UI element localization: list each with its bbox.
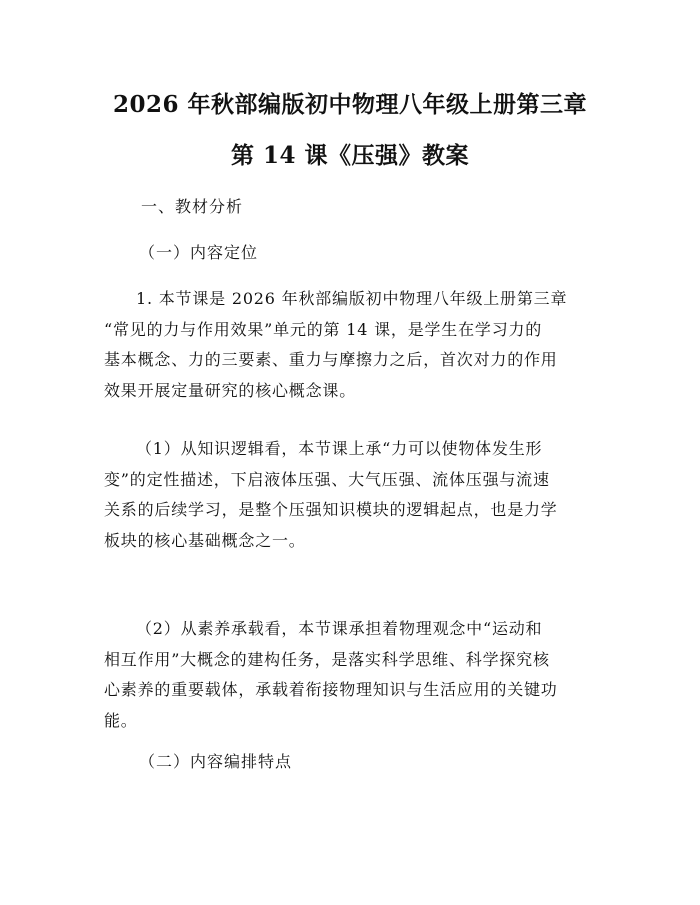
paragraph-1 xyxy=(104,284,600,406)
paragraph-1-line-3: 基本概念、力的三要素、重力与摩擦力之后，首次对力的作用 xyxy=(104,350,558,369)
section-heading: 一、教材分析 xyxy=(141,197,244,216)
paragraph-3-line-1: （2）从素养承载看，本节课承担着物理观念中“运动和 xyxy=(136,619,543,638)
paragraph-1-line-4: 效果开展定量研究的核心概念课。 xyxy=(104,380,357,400)
paragraph-2-line-4: 板块的核心基础概念之一。 xyxy=(104,530,306,550)
paragraph-3-line-4: 能。 xyxy=(104,710,138,730)
paragraph-1-line-2: “常见的力与作用效果”单元的第 14 课，是学生在学习力的 xyxy=(104,319,543,339)
paragraph-2-line-1: （1）从知识逻辑看，本节课上承“力可以使物体发生形 xyxy=(136,439,543,458)
paragraph-2-line-3: 关系的后续学习，是整个压强知识模块的逻辑起点，也是力学 xyxy=(104,500,558,519)
paragraph-3-line-3: 心素养的重要载体，承载着衔接物理知识与生活应用的关键功 xyxy=(104,680,558,699)
paragraph-2 xyxy=(104,434,600,556)
paragraph-1-line-1: 1. 本节课是 2026 年秋部编版初中物理八年级上册第三章 xyxy=(136,289,568,308)
document-title-line-1: 2026 年秋部编版初中物理八年级上册第三章 xyxy=(112,91,588,118)
paragraph-3 xyxy=(104,614,600,736)
document-title-line-2: 第 14 课《压强》教案 xyxy=(230,142,470,169)
subsection-heading-arrangement-features: （二）内容编排特点 xyxy=(139,752,293,771)
paragraph-2-line-2: 变”的定性描述，下启液体压强、大气压强、流体压强与流速 xyxy=(104,469,550,489)
subsection-heading-content-positioning: （一）内容定位 xyxy=(139,243,259,262)
paragraph-3-line-2: 相互作用”大概念的建构任务，是落实科学思维、科学探究核 xyxy=(104,649,550,669)
